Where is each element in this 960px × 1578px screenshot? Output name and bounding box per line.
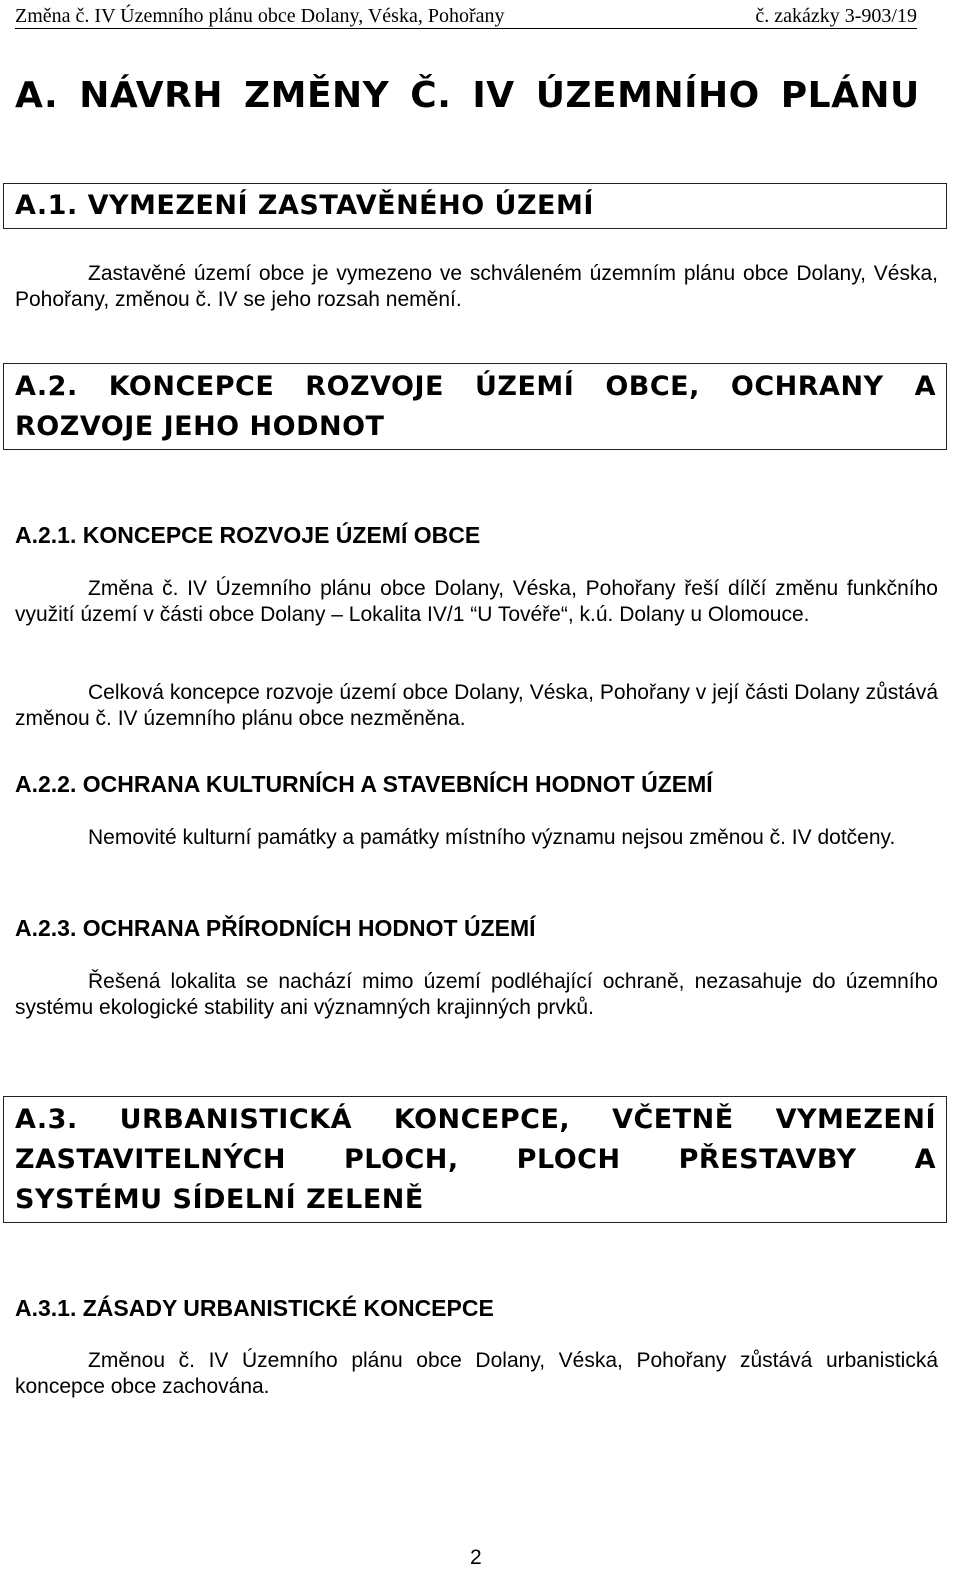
section-a31-text: Změnou č. IV Územního plánu obce Dolany, Véska, Pohořany zůstává urbanistická koncepce obce zachována. [15,1349,938,1398]
section-a3-heading-line2: ZASTAVITELNÝCH PLOCH, PLOCH PŘESTAVBY A [15,1144,936,1175]
section-a23-text: Řešená lokalita se nachází mimo území podléhající ochraně, nezasahuje do územního systému ekologické stability ani významných krajinných prvků. [15,970,938,1019]
section-a1-text: Zastavěné území obce je vymezeno ve schváleném územním plánu obce Dolany, Véska, Pohořany, změnou č. IV se jeho rozsah nemění. [15,262,938,311]
section-a1-heading: A.1. VYMEZENÍ ZASTAVĚNÉHO ÚZEMÍ [15,190,594,221]
section-a3-heading-box [3,1096,947,1223]
section-a2-heading-box [3,363,947,450]
header-order-number: č. zakázky 3-903/19 [755,5,917,27]
section-a21-paragraph2 [15,680,938,732]
section-a22-paragraph [15,825,938,851]
section-a31-paragraph [15,1348,938,1400]
section-a23-paragraph [15,969,938,1021]
section-a3-heading-line3: SYSTÉMU SÍDELNÍ ZELENĚ [15,1184,424,1215]
page-number: 2 [470,1546,482,1569]
section-a21-heading: A.2.1. KONCEPCE ROZVOJE ÚZEMÍ OBCE [15,522,481,548]
section-a21-paragraph1 [15,576,938,628]
section-a2-heading-line2: ROZVOJE JEHO HODNOT [15,411,385,442]
section-a22-text: Nemovité kulturní památky a památky místního významu nejsou změnou č. IV dotčeny. [88,826,896,849]
section-a21-text2: Celková koncepce rozvoje území obce Dolany, Véska, Pohořany v její části Dolany zůstává změnou č. IV územního plánu obce nezměněna. [15,681,938,730]
section-a1-heading-box [3,183,947,229]
header-document-title: Změna č. IV Územního plánu obce Dolany, Véska, Pohořany [15,5,505,27]
section-a3-heading-line1: A.3. URBANISTICKÁ KONCEPCE, VČETNĚ VYMEZENÍ [15,1104,936,1135]
section-a1-paragraph [15,261,938,313]
section-a23-heading: A.2.3. OCHRANA PŘÍRODNÍCH HODNOT ÚZEMÍ [15,915,536,941]
section-a21-text1: Změna č. IV Územního plánu obce Dolany, Véska, Pohořany řeší dílčí změnu funkčního využití území v části obce Dolany – Lokalita IV/1 “U Tovéře“, k.ú. Dolany u Olomouce. [15,577,938,626]
section-a22-heading: A.2.2. OCHRANA KULTURNÍCH A STAVEBNÍCH HODNOT ÚZEMÍ [15,771,713,797]
main-title: A. NÁVRH ZMĚNY Č. IV ÚZEMNÍHO PLÁNU [15,75,920,116]
section-a31-heading: A.3.1. ZÁSADY URBANISTICKÉ KONCEPCE [15,1295,494,1321]
section-a2-heading-line1: A.2. KONCEPCE ROZVOJE ÚZEMÍ OBCE, OCHRANY A [15,371,936,402]
running-header [15,4,917,29]
